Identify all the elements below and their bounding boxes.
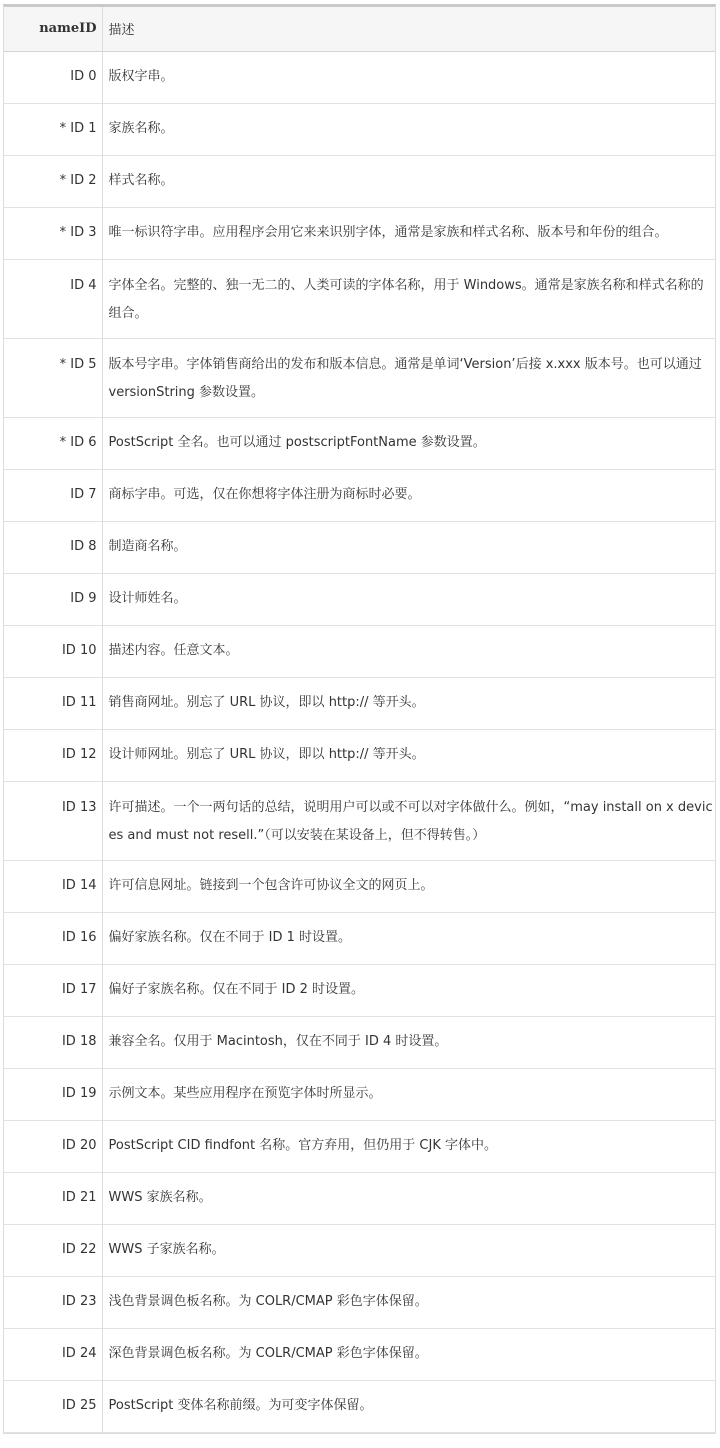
nameid-cell: ID 24 <box>4 1328 102 1380</box>
table-row <box>4 1172 715 1224</box>
description-cell: 许可信息网址。链接到一个包含许可协议全文的网页上。 <box>108 878 434 893</box>
header-row <box>4 7 715 51</box>
nameid-cell: * ID 6 <box>4 417 102 469</box>
table-row <box>4 1120 715 1172</box>
description-cell: 浅色背景调色板名称。为 COLR/CMAP 彩色字体保留。 <box>108 1294 428 1309</box>
description-cell: 家族名称。 <box>108 121 174 136</box>
table-row <box>4 521 715 573</box>
table-row <box>4 860 715 912</box>
nameid-table <box>4 7 715 1433</box>
description-cell: 偏好子家族名称。仅在不同于 ID 2 时设置。 <box>108 982 365 997</box>
table-row <box>4 1224 715 1276</box>
column-header-nameid: nameID <box>4 7 102 51</box>
table-row <box>4 1328 715 1380</box>
description-cell: WWS 子家族名称。 <box>108 1242 225 1257</box>
table-row <box>4 729 715 781</box>
nameid-cell: * ID 5 <box>4 338 102 417</box>
nameid-cell: * ID 2 <box>4 155 102 207</box>
table-row <box>4 573 715 625</box>
description-cell: WWS 家族名称。 <box>108 1190 212 1205</box>
table-header <box>4 7 715 51</box>
table-row <box>4 469 715 521</box>
description-cell: 版权字串。 <box>108 69 174 84</box>
nameid-cell: ID 21 <box>4 1172 102 1224</box>
table-row <box>4 417 715 469</box>
description-cell: 许可描述。一个一两句话的总结，说明用户可以或不可以对字体做什么。例如，“may install on x devices and must not resell.”（可以安装在某设备上，但不得转售。） <box>108 799 713 843</box>
nameid-cell: ID 12 <box>4 729 102 781</box>
table-row <box>4 207 715 259</box>
nameid-cell: * ID 3 <box>4 207 102 259</box>
table-row <box>4 1380 715 1432</box>
nameid-cell: ID 23 <box>4 1276 102 1328</box>
description-cell: 描述内容。任意文本。 <box>108 643 239 658</box>
nameid-cell: ID 9 <box>4 573 102 625</box>
nameid-cell: * ID 1 <box>4 103 102 155</box>
nameid-cell: ID 22 <box>4 1224 102 1276</box>
table-row <box>4 1068 715 1120</box>
description-cell: 制造商名称。 <box>108 539 187 554</box>
column-header-description: 描述 <box>102 7 715 51</box>
description-cell: 设计师网址。别忘了 URL 协议，即以 http:// 等开头。 <box>108 747 425 762</box>
table-row <box>4 912 715 964</box>
table-row <box>4 259 715 338</box>
description-cell: PostScript CID findfont 名称。官方弃用，但仍用于 CJK 字体中。 <box>108 1138 497 1153</box>
table-row <box>4 677 715 729</box>
table-body <box>4 51 715 1432</box>
table-row <box>4 51 715 103</box>
description-cell: 销售商网址。别忘了 URL 协议，即以 http:// 等开头。 <box>108 695 425 710</box>
description-cell: 唯一标识符字串。应用程序会用它来来识别字体，通常是家族和样式名称、版本号和年份的组合。 <box>108 225 668 240</box>
nameid-cell: ID 7 <box>4 469 102 521</box>
description-cell: 示例文本。某些应用程序在预览字体时所显示。 <box>108 1086 382 1101</box>
description-cell: PostScript 变体名称前缀。为可变字体保留。 <box>108 1398 373 1413</box>
table-row <box>4 781 715 860</box>
description-cell: 深色背景调色板名称。为 COLR/CMAP 彩色字体保留。 <box>108 1346 428 1361</box>
table-row <box>4 338 715 417</box>
table-row <box>4 1016 715 1068</box>
nameid-cell: ID 10 <box>4 625 102 677</box>
nameid-table-container <box>3 4 716 1434</box>
nameid-cell: ID 19 <box>4 1068 102 1120</box>
nameid-cell: ID 17 <box>4 964 102 1016</box>
description-cell: 兼容全名。仅用于 Macintosh，仅在不同于 ID 4 时设置。 <box>108 1034 448 1049</box>
description-cell: 字体全名。完整的、独一无二的、人类可读的字体名称，用于 Windows。通常是家族名称和样式名称的组合。 <box>108 277 704 321</box>
table-row <box>4 1276 715 1328</box>
nameid-cell: ID 8 <box>4 521 102 573</box>
description-cell: PostScript 全名。也可以通过 postscriptFontName 参数设置。 <box>108 435 486 450</box>
nameid-cell: ID 0 <box>4 51 102 103</box>
nameid-cell: ID 4 <box>4 259 102 338</box>
table-row <box>4 625 715 677</box>
nameid-cell: ID 20 <box>4 1120 102 1172</box>
nameid-cell: ID 25 <box>4 1380 102 1432</box>
description-cell: 样式名称。 <box>108 173 174 188</box>
nameid-cell: ID 14 <box>4 860 102 912</box>
description-cell: 设计师姓名。 <box>108 591 187 606</box>
description-cell: 版本号字串。字体销售商给出的发布和版本信息。通常是单词‘Version’后接 x.xxx 版本号。也可以通过 versionString 参数设置。 <box>108 356 702 400</box>
table-row <box>4 964 715 1016</box>
nameid-cell: ID 16 <box>4 912 102 964</box>
description-cell: 偏好家族名称。仅在不同于 ID 1 时设置。 <box>108 930 352 945</box>
nameid-cell: ID 18 <box>4 1016 102 1068</box>
nameid-cell: ID 11 <box>4 677 102 729</box>
table-row <box>4 155 715 207</box>
nameid-cell: ID 13 <box>4 781 102 860</box>
table-row <box>4 103 715 155</box>
description-cell: 商标字串。可选，仅在你想将字体注册为商标时必要。 <box>108 487 421 502</box>
